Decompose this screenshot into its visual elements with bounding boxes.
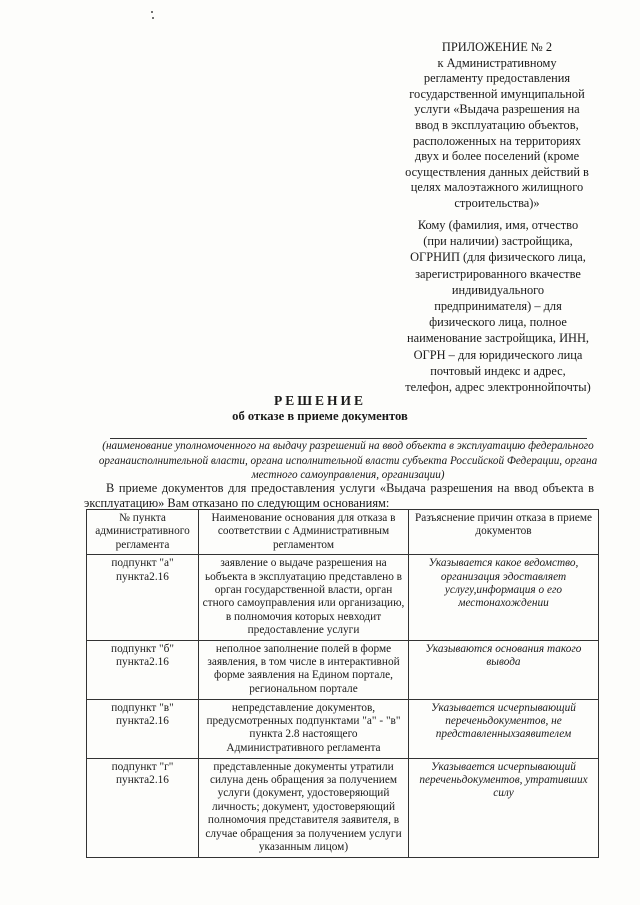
scan-speck <box>152 17 154 19</box>
annex-line: целях малоэтажного жилищного <box>410 180 584 195</box>
header-reason: Наименование основания для отказа в соответствии с Административным регламентом <box>199 510 409 555</box>
annex-line: двух и более поселений (кроме <box>414 149 580 164</box>
cell-item: подпункт "г" пункта2.16 <box>87 758 199 857</box>
annex-line: ввод в эксплуатацию объектов, <box>415 117 579 132</box>
table-row <box>87 640 599 699</box>
cell-explanation: Указывается исчерпывающий переченьдокументов, утративших силу <box>409 758 599 857</box>
annex-line: государственной имунципальной <box>409 86 585 101</box>
refusal-paragraph: В приеме документов для предоставления услуги «Выдача разрешения на ввод объекта в эксплуатацию» Вам отказано по следующим основаниям: <box>84 481 594 510</box>
annex-line: строительства)» <box>454 195 540 210</box>
refusal-grounds-table <box>86 509 599 858</box>
table-header-row <box>87 510 599 555</box>
addressee-line: индивидуального <box>451 282 545 297</box>
header-explanation: Разъяснение причин отказа в приеме документов <box>409 510 599 555</box>
cell-item: подпункт "а" пункта2.16 <box>87 555 199 640</box>
addressee-line: ОГРНИП (для физического лица, <box>410 250 586 265</box>
cell-explanation: Указываются основания такого вывода <box>409 640 599 699</box>
table-row <box>87 555 599 640</box>
annex-line: услуги «Выдача разрешения на <box>414 102 580 117</box>
annex-line: осуществления данных действий в <box>405 164 589 179</box>
addressee-line: предпринимателя) – для <box>434 299 562 314</box>
addressee-line: физического лица, полное <box>429 315 567 330</box>
decision-subtitle: об отказе в приеме документов <box>232 409 408 423</box>
annex-line: к Административному <box>437 55 557 70</box>
cell-item: подпункт "б" пункта2.16 <box>87 640 199 699</box>
addressee-line: зарегистрированного вкачестве <box>415 266 581 281</box>
addressee-line: Кому (фамилия, имя, отчество <box>417 218 579 232</box>
decision-title: РЕШЕНИЕ <box>273 393 367 408</box>
cell-reason: неполное заполнение полей в форме заявления, в том числе в интерактивной форме заявления на Едином портале, региональном портале <box>199 640 409 699</box>
annex-line: регламенту предоставления <box>423 71 571 86</box>
annex-line: расположенных на территориях <box>412 133 582 148</box>
addressee-line: наименование застройщика, ИНН, <box>406 331 590 346</box>
annex-heading: ПРИЛОЖЕНИЕ № 2 <box>441 40 553 54</box>
addressee-line: (при наличии) застройщика, <box>423 234 573 249</box>
cell-reason: непредставление документов, предусмотренных подпунктами "а" - "в" пункта 2.8 настоящего Административного регламента <box>199 699 409 758</box>
addressee-block <box>392 217 604 395</box>
scan-speck <box>151 11 153 13</box>
authority-caption: (наименование уполномоченного на выдачу разрешений на ввод объекта в эксплуатацию федерального органаисполнительной власти, органа исполнительной власти субъекта Российской Федерации, органа местного самоуправления, организации) <box>98 440 598 482</box>
addressee-line: телефон, адрес электроннойпочты) <box>405 380 591 395</box>
cell-item: подпункт "в" пункта2.16 <box>87 699 199 758</box>
table-row <box>87 699 599 758</box>
table-row <box>87 758 599 857</box>
cell-reason: представленные документы утратили силуна день обращения за получением услуги (документ, удостоверяющий личность; документ, удостоверяющий полномочия представителя заявителя, в случае обращения за получением услуги указанным лицом) <box>199 758 409 857</box>
addressee-line: ОГРН – для юридического лица <box>413 347 583 362</box>
cell-explanation: Указывается какое ведомство, организация эдоставляет услугу,информация о его местонахождении <box>409 555 599 640</box>
cell-explanation: Указывается исчерпывающий переченьдокументов, не представленныхзаявителем <box>409 699 599 758</box>
cell-reason: заявление о выдаче разрешения на ьобъекта в эксплуатацию представлено в орган государственной власти, орган стного самоуправления или организацию, в полномочия которых невходит предоставление услуги <box>199 555 409 640</box>
header-item: № пункта административного регламента <box>87 510 199 555</box>
addressee-line: почтовый индекс и адрес, <box>430 363 566 378</box>
annex-header <box>392 40 602 212</box>
